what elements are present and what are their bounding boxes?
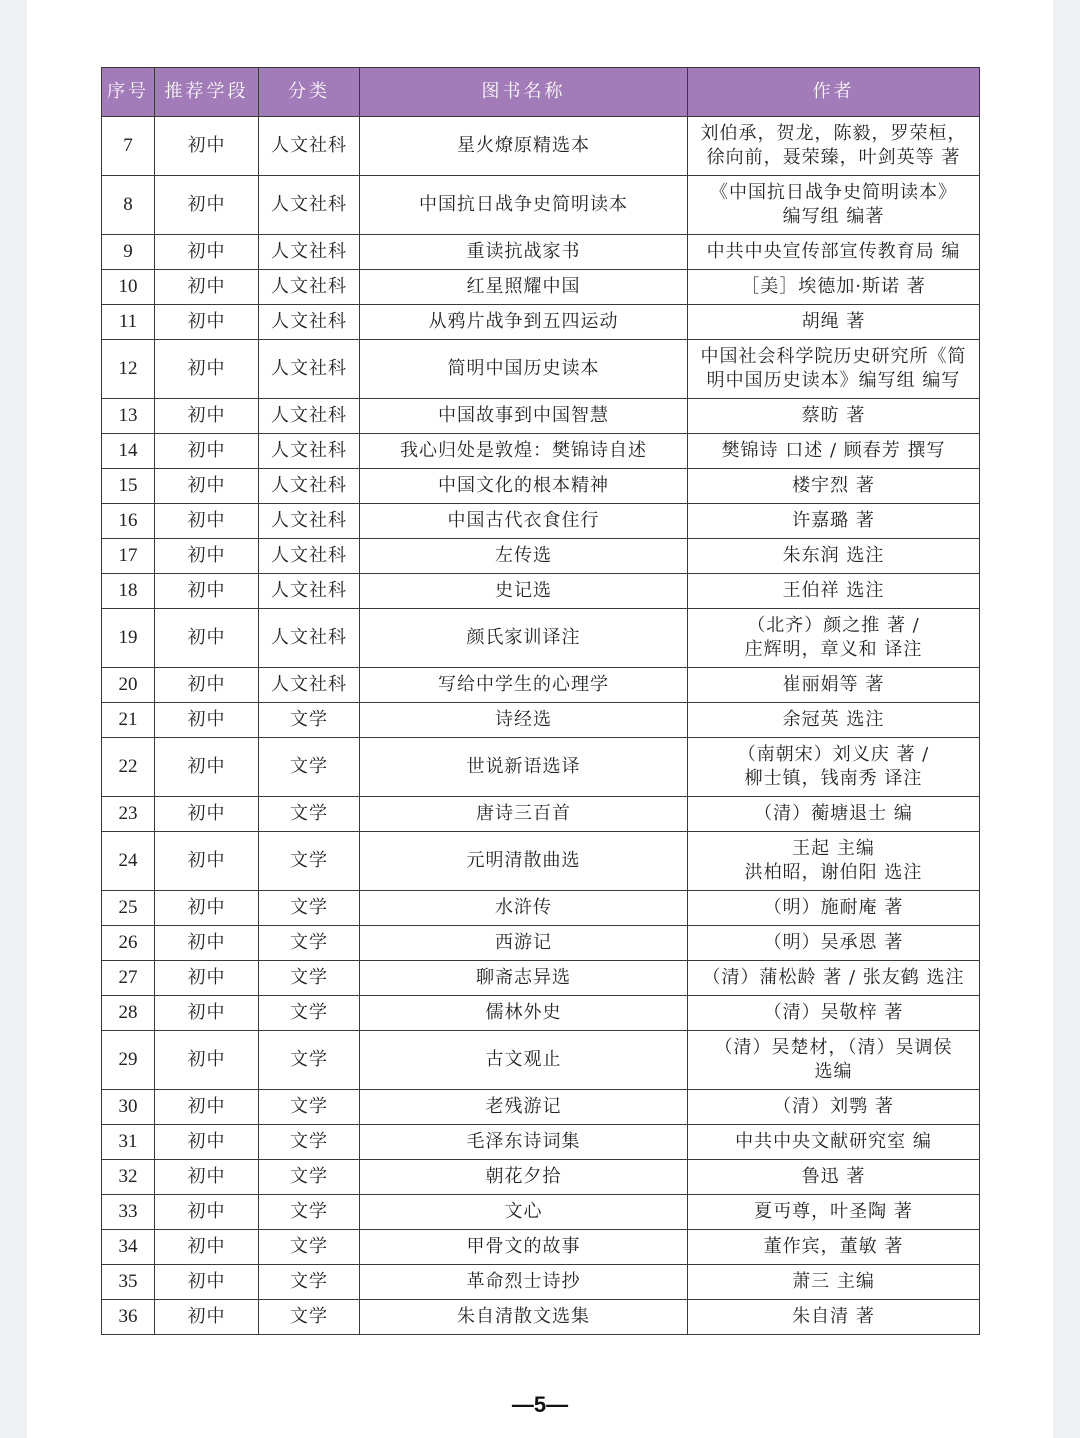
author-line: 《中国抗日战争史简明读本》 <box>710 182 957 203</box>
table-row <box>102 926 980 961</box>
author-line: 朱自清 著 <box>792 1306 875 1327</box>
author-line: 中国社会科学院历史研究所《简 <box>700 346 967 367</box>
cell-title: 儒林外史 <box>360 996 688 1031</box>
cell-serial: 12 <box>102 340 155 399</box>
table-row <box>102 1125 980 1160</box>
table-row <box>102 340 980 399</box>
cell-author <box>688 340 980 399</box>
table-row <box>102 305 980 340</box>
author-line: （明）施耐庵 著 <box>763 897 904 918</box>
cell-author <box>688 996 980 1031</box>
author-line: 萧三 主编 <box>792 1271 875 1292</box>
cell-category: 人文社科 <box>259 609 360 668</box>
author-line: （北齐）颜之推 著 / <box>747 615 920 636</box>
cell-serial: 11 <box>102 305 155 340</box>
cell-author <box>688 609 980 668</box>
cell-serial: 9 <box>102 235 155 270</box>
table-row <box>102 1031 980 1090</box>
cell-stage: 初中 <box>155 703 259 738</box>
cell-stage: 初中 <box>155 668 259 703</box>
table-row <box>102 117 980 176</box>
cell-author <box>688 504 980 539</box>
cell-title: 元明清散曲选 <box>360 832 688 891</box>
cell-title: 诗经选 <box>360 703 688 738</box>
author-line: 鲁迅 著 <box>801 1166 866 1187</box>
cell-serial: 7 <box>102 117 155 176</box>
cell-author <box>688 574 980 609</box>
cell-category: 文学 <box>259 1090 360 1125</box>
cell-serial: 30 <box>102 1090 155 1125</box>
cell-title: 中国故事到中国智慧 <box>360 399 688 434</box>
cell-title: 文心 <box>360 1195 688 1230</box>
cell-category: 文学 <box>259 961 360 996</box>
author-line: 柳士镇，钱南秀 译注 <box>744 768 923 789</box>
author-line: 许嘉璐 著 <box>792 510 875 531</box>
cell-stage: 初中 <box>155 961 259 996</box>
author-line: 编写组 编著 <box>782 206 885 227</box>
cell-category: 人文社科 <box>259 235 360 270</box>
cell-category: 人文社科 <box>259 668 360 703</box>
cell-title: 朝花夕拾 <box>360 1160 688 1195</box>
table-row <box>102 1090 980 1125</box>
author-line: 蔡昉 著 <box>801 405 866 426</box>
author-line: 王伯祥 选注 <box>782 580 885 601</box>
cell-title: 写给中学生的心理学 <box>360 668 688 703</box>
cell-serial: 28 <box>102 996 155 1031</box>
cell-stage: 初中 <box>155 609 259 668</box>
author-line: 夏丏尊，叶圣陶 著 <box>754 1201 913 1222</box>
cell-category: 文学 <box>259 1125 360 1160</box>
header-stage: 推荐学段 <box>155 68 259 117</box>
author-line: 徐向前，聂荣臻，叶剑英等 著 <box>706 147 961 168</box>
cell-category: 文学 <box>259 703 360 738</box>
cell-author <box>688 469 980 504</box>
cell-category: 文学 <box>259 1031 360 1090</box>
author-line: 庄辉明，章义和 译注 <box>744 639 923 660</box>
cell-category: 文学 <box>259 1160 360 1195</box>
author-line: 明中国历史读本》编写组 编写 <box>706 370 961 391</box>
cell-serial: 34 <box>102 1230 155 1265</box>
cell-serial: 18 <box>102 574 155 609</box>
table-header-row <box>102 68 980 117</box>
cell-author <box>688 797 980 832</box>
author-line: 王起 主编 <box>792 838 875 859</box>
cell-author <box>688 1090 980 1125</box>
cell-serial: 27 <box>102 961 155 996</box>
author-line: 选编 <box>814 1061 853 1082</box>
cell-author <box>688 926 980 961</box>
author-line: 洪柏昭，谢伯阳 选注 <box>744 862 923 883</box>
table-row <box>102 235 980 270</box>
cell-serial: 17 <box>102 539 155 574</box>
cell-title: 古文观止 <box>360 1031 688 1090</box>
table-row <box>102 961 980 996</box>
cell-author <box>688 832 980 891</box>
cell-category: 文学 <box>259 1195 360 1230</box>
cell-author <box>688 668 980 703</box>
cell-category: 文学 <box>259 832 360 891</box>
cell-stage: 初中 <box>155 797 259 832</box>
cell-author <box>688 891 980 926</box>
table-body <box>102 117 980 1335</box>
author-line: 胡绳 著 <box>801 311 866 332</box>
author-line: 董作宾，董敏 著 <box>763 1236 904 1257</box>
cell-stage: 初中 <box>155 270 259 305</box>
cell-category: 人文社科 <box>259 399 360 434</box>
author-line: （清）刘鹗 著 <box>773 1096 894 1117</box>
cell-stage: 初中 <box>155 504 259 539</box>
author-line: （清）吴楚材，（清）吴调侯 <box>714 1037 953 1058</box>
cell-category: 文学 <box>259 1300 360 1335</box>
cell-category: 人文社科 <box>259 117 360 176</box>
author-line: 樊锦诗 口述 / 顾春芳 撰写 <box>721 440 946 461</box>
cell-title: 简明中国历史读本 <box>360 340 688 399</box>
cell-author <box>688 235 980 270</box>
cell-serial: 23 <box>102 797 155 832</box>
cell-serial: 26 <box>102 926 155 961</box>
cell-author <box>688 434 980 469</box>
table-row <box>102 996 980 1031</box>
cell-serial: 14 <box>102 434 155 469</box>
cell-title: 革命烈士诗抄 <box>360 1265 688 1300</box>
table-row <box>102 434 980 469</box>
cell-serial: 8 <box>102 176 155 235</box>
cell-stage: 初中 <box>155 891 259 926</box>
cell-serial: 10 <box>102 270 155 305</box>
table-row <box>102 574 980 609</box>
cell-stage: 初中 <box>155 832 259 891</box>
author-line: 崔丽娟等 著 <box>782 674 885 695</box>
cell-serial: 33 <box>102 1195 155 1230</box>
author-line: （清）蘅塘退士 编 <box>754 803 913 824</box>
author-line: （明）吴承恩 著 <box>763 932 904 953</box>
cell-stage: 初中 <box>155 1300 259 1335</box>
author-line: （南朝宋）刘义庆 著 / <box>737 744 930 765</box>
cell-author <box>688 703 980 738</box>
cell-category: 文学 <box>259 797 360 832</box>
cell-category: 文学 <box>259 926 360 961</box>
cell-title: 中国古代衣食住行 <box>360 504 688 539</box>
table-row <box>102 1160 980 1195</box>
cell-title: 史记选 <box>360 574 688 609</box>
cell-category: 人文社科 <box>259 176 360 235</box>
cell-title: 颜氏家训译注 <box>360 609 688 668</box>
table-row <box>102 1265 980 1300</box>
table-row <box>102 609 980 668</box>
cell-category: 人文社科 <box>259 504 360 539</box>
cell-category: 文学 <box>259 996 360 1031</box>
cell-title: 中国文化的根本精神 <box>360 469 688 504</box>
author-line: 中共中央文献研究室 编 <box>735 1131 932 1152</box>
cell-author <box>688 1300 980 1335</box>
cell-serial: 25 <box>102 891 155 926</box>
table-row <box>102 1230 980 1265</box>
author-line: 刘伯承，贺龙，陈毅，罗荣桓， <box>700 123 967 144</box>
cell-category: 文学 <box>259 1230 360 1265</box>
cell-author <box>688 176 980 235</box>
table-row <box>102 270 980 305</box>
table-row <box>102 504 980 539</box>
cell-stage: 初中 <box>155 235 259 270</box>
cell-stage: 初中 <box>155 469 259 504</box>
cell-title: 唐诗三百首 <box>360 797 688 832</box>
cell-category: 人文社科 <box>259 340 360 399</box>
cell-category: 人文社科 <box>259 270 360 305</box>
author-line: 余冠英 选注 <box>782 709 885 730</box>
table-row <box>102 399 980 434</box>
page-number: —5— <box>511 1392 569 1417</box>
cell-stage: 初中 <box>155 539 259 574</box>
author-line: （清）吴敬梓 著 <box>763 1002 904 1023</box>
cell-serial: 20 <box>102 668 155 703</box>
table-row <box>102 176 980 235</box>
table-row <box>102 738 980 797</box>
cell-stage: 初中 <box>155 1090 259 1125</box>
cell-stage: 初中 <box>155 574 259 609</box>
cell-title: 朱自清散文选集 <box>360 1300 688 1335</box>
cell-title: 左传选 <box>360 539 688 574</box>
cell-stage: 初中 <box>155 738 259 797</box>
cell-title: 老残游记 <box>360 1090 688 1125</box>
cell-title: 甲骨文的故事 <box>360 1230 688 1265</box>
cell-category: 人文社科 <box>259 434 360 469</box>
cell-serial: 19 <box>102 609 155 668</box>
cell-stage: 初中 <box>155 399 259 434</box>
cell-category: 人文社科 <box>259 539 360 574</box>
cell-stage: 初中 <box>155 305 259 340</box>
cell-serial: 32 <box>102 1160 155 1195</box>
author-line: 朱东润 选注 <box>782 545 885 566</box>
cell-stage: 初中 <box>155 434 259 469</box>
cell-stage: 初中 <box>155 1230 259 1265</box>
cell-author <box>688 399 980 434</box>
cell-author <box>688 1195 980 1230</box>
table-row <box>102 539 980 574</box>
cell-serial: 36 <box>102 1300 155 1335</box>
author-line: 楼宇烈 著 <box>792 475 875 496</box>
cell-stage: 初中 <box>155 1160 259 1195</box>
cell-category: 人文社科 <box>259 574 360 609</box>
cell-category: 人文社科 <box>259 305 360 340</box>
cell-title: 中国抗日战争史简明读本 <box>360 176 688 235</box>
cell-stage: 初中 <box>155 1265 259 1300</box>
cell-serial: 31 <box>102 1125 155 1160</box>
table-row <box>102 797 980 832</box>
cell-title: 毛泽东诗词集 <box>360 1125 688 1160</box>
author-line: ［美］埃德加·斯诺 著 <box>741 276 926 297</box>
cell-serial: 22 <box>102 738 155 797</box>
cell-title: 重读抗战家书 <box>360 235 688 270</box>
table-row <box>102 1300 980 1335</box>
header-author: 作者 <box>688 68 980 117</box>
table-row <box>102 1195 980 1230</box>
cell-stage: 初中 <box>155 176 259 235</box>
table-row <box>102 703 980 738</box>
cell-serial: 29 <box>102 1031 155 1090</box>
cell-category: 文学 <box>259 738 360 797</box>
cell-title: 世说新语选译 <box>360 738 688 797</box>
cell-serial: 16 <box>102 504 155 539</box>
cell-author <box>688 1031 980 1090</box>
cell-serial: 21 <box>102 703 155 738</box>
cell-author <box>688 738 980 797</box>
table-row <box>102 469 980 504</box>
cell-title: 我心归处是敦煌：樊锦诗自述 <box>360 434 688 469</box>
cell-author <box>688 539 980 574</box>
table-row <box>102 891 980 926</box>
author-line: （清）蒲松龄 著 / 张友鹤 选注 <box>702 967 965 988</box>
cell-category: 文学 <box>259 891 360 926</box>
cell-author <box>688 117 980 176</box>
cell-stage: 初中 <box>155 926 259 961</box>
cell-title: 西游记 <box>360 926 688 961</box>
cell-stage: 初中 <box>155 1031 259 1090</box>
cell-title: 水浒传 <box>360 891 688 926</box>
book-list-table <box>101 67 980 1335</box>
header-title: 图书名称 <box>360 68 688 117</box>
table-row <box>102 832 980 891</box>
cell-stage: 初中 <box>155 1125 259 1160</box>
cell-category: 人文社科 <box>259 469 360 504</box>
table-row <box>102 668 980 703</box>
cell-author <box>688 1125 980 1160</box>
cell-author <box>688 270 980 305</box>
header-category: 分类 <box>259 68 360 117</box>
cell-serial: 13 <box>102 399 155 434</box>
cell-author <box>688 1265 980 1300</box>
cell-serial: 35 <box>102 1265 155 1300</box>
cell-author <box>688 1230 980 1265</box>
cell-author <box>688 305 980 340</box>
cell-title: 从鸦片战争到五四运动 <box>360 305 688 340</box>
cell-stage: 初中 <box>155 1195 259 1230</box>
author-line: 中共中央宣传部宣传教育局 编 <box>706 241 961 262</box>
cell-serial: 24 <box>102 832 155 891</box>
header-serial: 序号 <box>102 68 155 117</box>
cell-stage: 初中 <box>155 117 259 176</box>
cell-author <box>688 961 980 996</box>
cell-title: 红星照耀中国 <box>360 270 688 305</box>
cell-serial: 15 <box>102 469 155 504</box>
cell-category: 文学 <box>259 1265 360 1300</box>
cell-stage: 初中 <box>155 996 259 1031</box>
cell-title: 聊斋志异选 <box>360 961 688 996</box>
cell-author <box>688 1160 980 1195</box>
cell-title: 星火燎原精选本 <box>360 117 688 176</box>
cell-stage: 初中 <box>155 340 259 399</box>
